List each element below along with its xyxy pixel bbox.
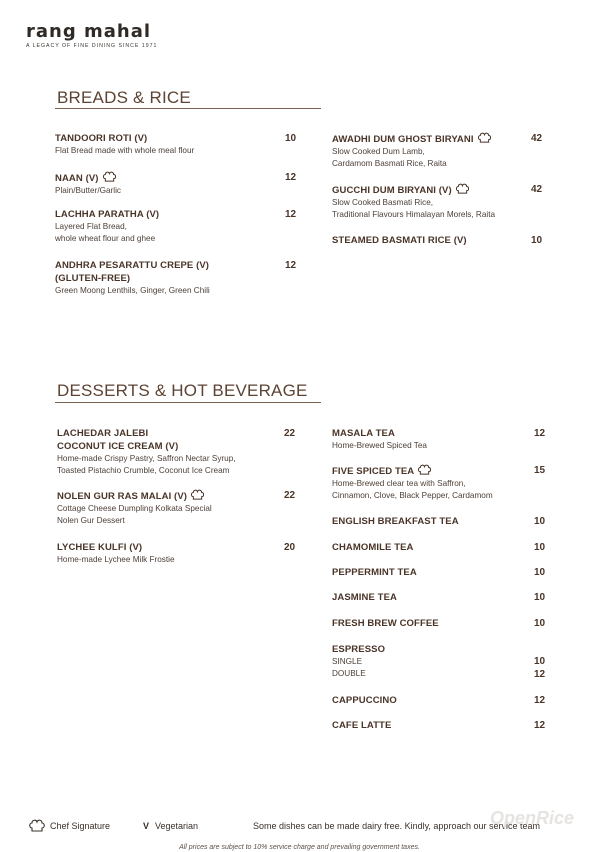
chef-hat-icon <box>190 489 205 501</box>
item-price: 10 <box>534 542 546 553</box>
item-name <box>332 566 417 579</box>
menu-item <box>332 132 492 170</box>
item-price: 22 <box>284 490 296 501</box>
item-name <box>332 694 397 707</box>
item-description: Home-made Lychee Milk Frostie <box>57 555 175 564</box>
section-title-desserts: DESSERTS & HOT BEVERAGE <box>57 381 308 400</box>
watermark: OpenRice <box>490 808 575 828</box>
item-description: DOUBLE <box>332 669 366 678</box>
item-name <box>332 719 391 732</box>
item-name <box>57 489 212 503</box>
item-price: 12 <box>285 209 297 220</box>
item-description: Cottage Cheese Dumpling Kolkata Special <box>57 504 212 513</box>
item-description: whole wheat flour and ghee <box>55 234 156 243</box>
menu-item <box>332 464 493 502</box>
item-name-text: FIVE SPICED TEA <box>332 466 415 477</box>
item-name-text: FRESH BREW COFFEE <box>332 618 439 629</box>
item-description: Green Moong Lenthils, Ginger, Green Chili <box>55 286 210 295</box>
item-name-text: PEPPERMINT TEA <box>332 567 417 578</box>
vegetarian-symbol: V <box>143 821 150 831</box>
item-description: Nolen Gur Dessert <box>57 516 125 525</box>
item-price: 22 <box>284 428 296 439</box>
item-description: Slow Cooked Basmati Rice, <box>332 198 434 207</box>
item-price: 12 <box>534 428 546 439</box>
item-name <box>332 617 439 630</box>
item-price: 10 <box>534 592 546 603</box>
brand-name: rang mahal <box>26 21 152 42</box>
menu-item <box>332 566 417 579</box>
item-name <box>55 132 194 145</box>
brand-tagline: A LEGACY OF FINE DINING SINCE 1971 <box>26 43 158 49</box>
item-name-text: MASALA TEA <box>332 428 395 439</box>
item-name <box>55 171 121 185</box>
item-price: 15 <box>534 465 546 476</box>
item-name <box>332 541 414 554</box>
item-name-text: GUCCHI DUM BIRYANI (V) <box>332 185 452 196</box>
item-name-text: CAFE LATTE <box>332 720 392 731</box>
menu-item <box>55 208 159 245</box>
item-name-text: CAPPUCCINO <box>332 695 397 706</box>
menu-item <box>57 427 236 477</box>
item-price: 42 <box>531 184 543 195</box>
item-name-text: CHAMOMILE TEA <box>332 542 414 553</box>
menu-item <box>332 515 459 528</box>
item-price-double: 12 <box>534 669 546 680</box>
vegetarian-label: Vegetarian <box>155 821 199 831</box>
menu-item <box>332 541 414 554</box>
item-name <box>332 427 427 440</box>
item-name-text: TANDOORI ROTI (V) <box>55 133 148 144</box>
item-price: 42 <box>531 133 543 144</box>
item-price: 12 <box>285 172 297 183</box>
menu-item <box>332 643 385 680</box>
item-price: 12 <box>534 695 546 706</box>
item-price: 10 <box>534 656 546 667</box>
item-name-text: LACHEDAR JALEBI <box>57 428 149 439</box>
item-description: Home-Brewed clear tea with Saffron, <box>332 479 466 488</box>
menu-item <box>332 427 427 452</box>
item-name-line2: (GLUTEN-FREE) <box>55 273 131 284</box>
item-name-text: ENGLISH BREAKFAST TEA <box>332 516 459 527</box>
item-description: SINGLE <box>332 657 363 666</box>
chef-hat-icon <box>477 132 492 144</box>
item-name-text: STEAMED BASMATI RICE (V) <box>332 235 467 246</box>
menu-item <box>332 719 391 732</box>
item-name <box>332 183 495 197</box>
item-name-text: LACHHA PARATHA (V) <box>55 209 160 220</box>
chef-hat-icon <box>102 171 117 183</box>
menu-item <box>332 591 397 604</box>
menu-item <box>57 541 175 566</box>
item-description: Traditional Flavours Himalayan Morels, Raita <box>332 210 496 219</box>
item-name-text: LYCHEE KULFI (V) <box>57 542 143 553</box>
item-description: Cardamom Basmati Rice, Raita <box>332 159 447 168</box>
item-price: 12 <box>285 260 297 271</box>
item-name <box>55 259 210 272</box>
tax-note: All prices are subject to 10% service charge and prevailing government taxes. <box>179 844 420 851</box>
menu-item <box>332 234 467 247</box>
item-name-text: NAAN (V) <box>55 173 99 184</box>
item-description: Home-made Crispy Pastry, Saffron Nectar Syrup, <box>57 454 236 463</box>
item-name <box>332 643 385 656</box>
item-description: Slow Cooked Dum Lamb, <box>332 147 425 156</box>
item-name <box>57 541 175 554</box>
item-price: 10 <box>534 618 546 629</box>
menu-item <box>57 489 212 527</box>
menu-item <box>55 259 210 297</box>
chef-hat-icon <box>417 464 432 476</box>
item-price: 20 <box>284 542 296 553</box>
item-price: 10 <box>285 133 297 144</box>
item-name-text: AWADHI DUM GHOST BIRYANI <box>332 134 474 145</box>
chef-signature-label: Chef Signature <box>50 821 111 831</box>
item-price: 10 <box>534 567 546 578</box>
menu-item <box>332 694 397 707</box>
item-name <box>332 234 467 247</box>
item-name <box>57 427 236 440</box>
item-name <box>332 515 459 528</box>
item-name-text: ESPRESSO <box>332 644 386 655</box>
item-name-line2: COCONUT ICE CREAM (V) <box>57 441 179 452</box>
item-name <box>332 591 397 604</box>
section-rule <box>55 402 321 403</box>
chef-hat-icon <box>455 183 470 195</box>
item-description: Toasted Pistachio Crumble, Coconut Ice Cream <box>57 466 230 475</box>
menu-item <box>332 617 439 630</box>
item-description: Home-Brewed Spiced Tea <box>332 441 427 450</box>
item-description: Flat Bread made with whole meal flour <box>55 146 195 155</box>
menu-item <box>55 171 121 197</box>
item-description: Layered Flat Bread, <box>55 222 127 231</box>
item-price: 10 <box>534 516 546 527</box>
chef-hat-icon <box>28 819 46 835</box>
dairy-free-note: Some dishes can be made dairy free. Kindly, approach our service team <box>253 821 540 831</box>
item-name-text: JASMINE TEA <box>332 592 397 603</box>
section-title-breads-rice: BREADS & RICE <box>57 88 191 107</box>
item-name-text: NOLEN GUR RAS MALAI (V) <box>57 491 188 502</box>
item-description: Plain/Butter/Garlic <box>55 186 121 195</box>
section-rule <box>55 108 321 109</box>
item-name <box>55 208 159 221</box>
menu-item <box>332 183 495 221</box>
item-name-text: ANDHRA PESARATTU CREPE (V) <box>55 260 210 271</box>
menu-item <box>55 132 194 157</box>
brand-logo <box>26 22 157 49</box>
item-name <box>332 464 493 478</box>
item-description: Cinnamon, Clove, Black Pepper, Cardamom <box>332 491 493 500</box>
item-price: 12 <box>534 720 546 731</box>
item-price: 10 <box>531 235 543 246</box>
item-name <box>332 132 492 146</box>
